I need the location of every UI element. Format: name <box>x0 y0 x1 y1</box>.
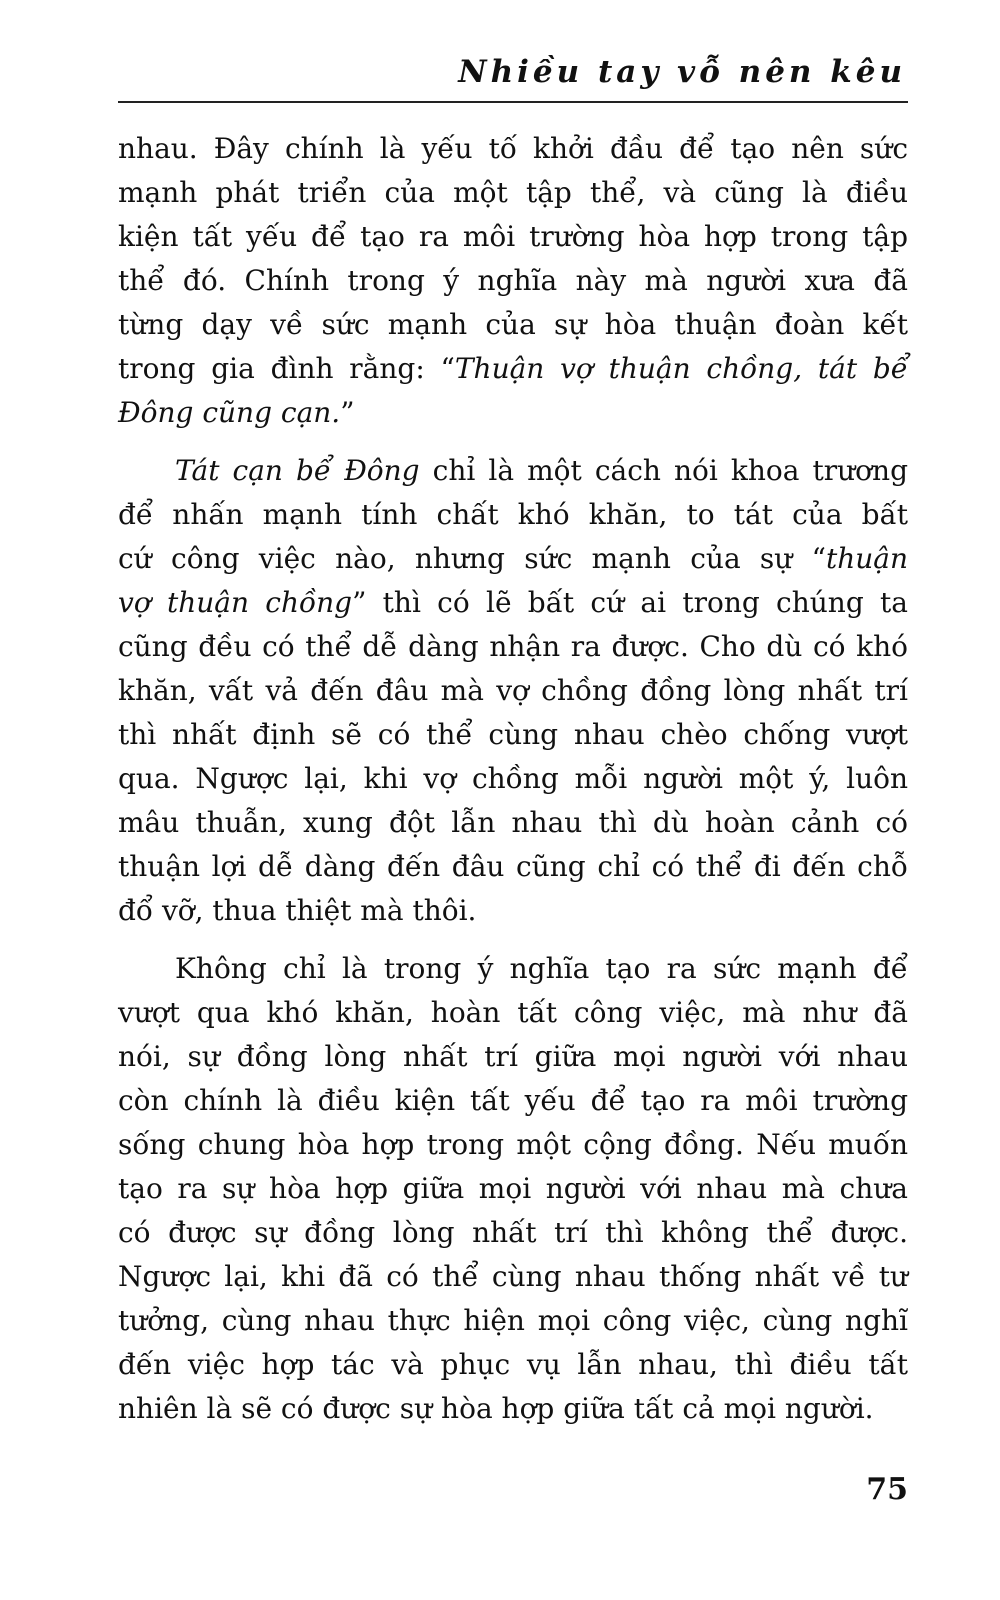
text-line <box>118 1343 908 1387</box>
text-line <box>118 537 908 581</box>
header-divider <box>118 101 908 103</box>
text-segment: kiện tất yếu để tạo ra môi trường hòa hợp trong tập <box>118 220 908 253</box>
text-line <box>118 493 908 537</box>
text-line <box>118 845 908 889</box>
text-line <box>118 259 908 303</box>
text-segment: cứ công việc nào, nhưng sức mạnh của sự “ <box>118 542 826 575</box>
italic-phrase: vợ thuận chồng <box>118 586 353 619</box>
text-line <box>118 1123 908 1167</box>
text-line <box>118 1255 908 1299</box>
text-segment: Ngược lại, khi đã có thể cùng nhau thống nhất về tư <box>118 1260 908 1293</box>
text-line <box>118 947 908 991</box>
text-segment: mâu thuẫn, xung đột lẫn nhau thì dù hoàn cảnh có <box>118 806 908 839</box>
text-line <box>118 303 908 347</box>
text-segment: để nhấn mạnh tính chất khó khăn, to tát của bất <box>118 498 908 531</box>
text-segment: có được sự đồng lòng nhất trí thì không thể được. <box>118 1216 908 1249</box>
text-line <box>118 391 908 435</box>
text-segment: trong gia đình rằng: “ <box>118 352 455 385</box>
paragraph-1 <box>118 127 908 435</box>
text-segment: ” <box>340 396 355 429</box>
text-line <box>118 127 908 171</box>
text-line <box>118 215 908 259</box>
body-text <box>118 127 908 1431</box>
page-number: 75 <box>866 1472 908 1507</box>
text-segment: đổ vỡ, thua thiệt mà thôi. <box>118 894 477 927</box>
text-line <box>118 1079 908 1123</box>
text-line <box>118 347 908 391</box>
text-segment: đến việc hợp tác và phục vụ lẫn nhau, thì điều tất <box>118 1348 908 1381</box>
text-segment: nhau. Đây chính là yếu tố khởi đầu để tạo nên sức <box>118 132 908 165</box>
text-segment: còn chính là điều kiện tất yếu để tạo ra môi trường <box>118 1084 908 1117</box>
text-segment: sống chung hòa hợp trong một cộng đồng. Nếu muốn <box>118 1128 908 1161</box>
italic-quote: Thuận vợ thuận chồng, tát bể <box>454 352 909 385</box>
text-line <box>118 991 908 1035</box>
text-segment: mạnh phát triển của một tập thể, và cũng là điều <box>118 176 908 209</box>
text-segment: cũng đều có thể dễ dàng nhận ra được. Cho dù có khó <box>118 630 908 663</box>
text-line <box>118 1035 908 1079</box>
text-line <box>118 449 908 493</box>
italic-phrase: Tát cạn bể Đông <box>175 454 420 487</box>
italic-quote: Đông cũng cạn. <box>118 396 341 429</box>
text-line <box>118 625 908 669</box>
text-segment: thì nhất định sẽ có thể cùng nhau chèo chống vượt <box>118 718 908 751</box>
text-line <box>118 1167 908 1211</box>
text-segment: thuận lợi dễ dàng đến đâu cũng chỉ có thể đi đến chỗ <box>118 850 908 883</box>
text-line <box>118 1211 908 1255</box>
text-line <box>118 713 908 757</box>
text-segment: qua. Ngược lại, khi vợ chồng mỗi người một ý, luôn <box>118 762 908 795</box>
text-segment: nhiên là sẽ có được sự hòa hợp giữa tất cả mọi người. <box>118 1392 874 1425</box>
text-segment: khăn, vất vả đến đâu mà vợ chồng đồng lòng nhất trí <box>118 674 908 707</box>
text-segment: vượt qua khó khăn, hoàn tất công việc, mà như đã <box>118 996 908 1029</box>
text-line <box>118 889 908 933</box>
text-line <box>118 581 908 625</box>
running-header-title: Nhiều tay vỗ nên kêu <box>458 54 906 90</box>
text-segment: nói, sự đồng lòng nhất trí giữa mọi người với nhau <box>118 1040 908 1073</box>
text-segment: chỉ là một cách nói khoa trương <box>419 454 908 487</box>
text-segment: tưởng, cùng nhau thực hiện mọi công việc, cùng nghĩ <box>118 1304 908 1337</box>
text-line <box>118 1299 908 1343</box>
text-line <box>118 757 908 801</box>
text-line <box>118 801 908 845</box>
paragraph-3 <box>118 947 908 1431</box>
text-segment: tạo ra sự hòa hợp giữa mọi người với nhau mà chưa <box>118 1172 908 1205</box>
text-line <box>118 669 908 713</box>
italic-phrase: thuận <box>825 542 908 575</box>
text-line <box>118 1387 908 1431</box>
text-segment: thể đó. Chính trong ý nghĩa này mà người xưa đã <box>118 264 908 297</box>
text-segment: từng dạy về sức mạnh của sự hòa thuận đoàn kết <box>118 308 908 341</box>
text-segment: Không chỉ là trong ý nghĩa tạo ra sức mạnh để <box>175 952 908 985</box>
paragraph-2 <box>118 449 908 933</box>
text-line <box>118 171 908 215</box>
text-segment: ” thì có lẽ bất cứ ai trong chúng ta <box>352 586 908 619</box>
